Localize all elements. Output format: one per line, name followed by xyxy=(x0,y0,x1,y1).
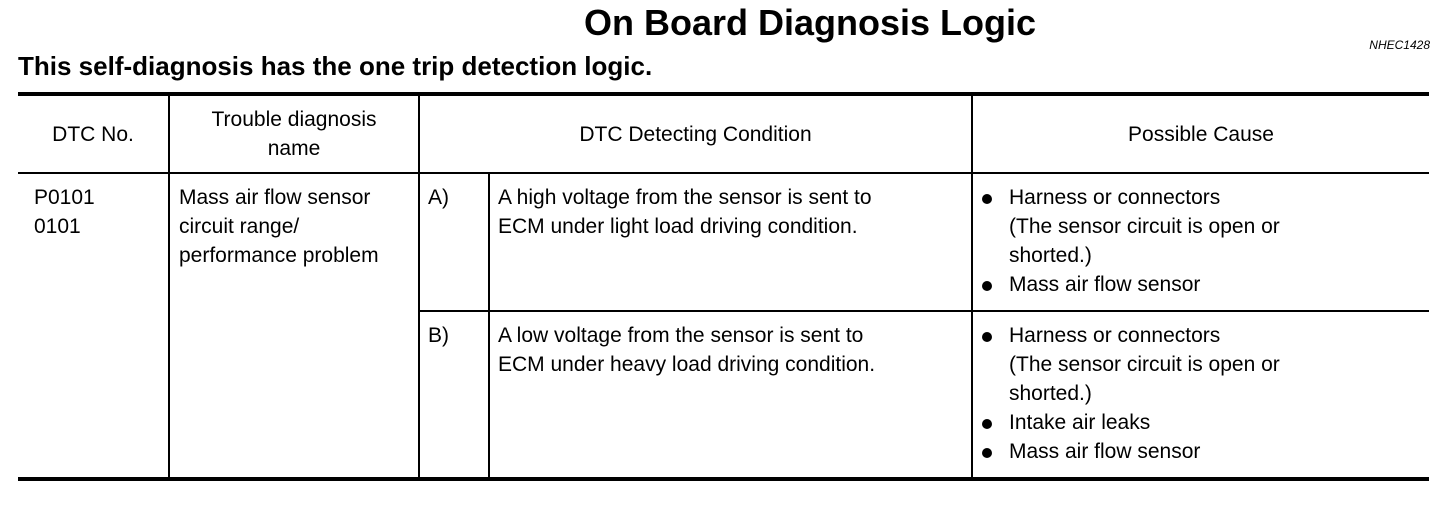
bullet-icon xyxy=(982,194,992,204)
dtc-code: P0101 xyxy=(34,186,95,209)
dtc-table xyxy=(18,92,1429,481)
list-item: Harness or connectors (The sensor circuit is open or shorted.) xyxy=(1009,321,1429,408)
dtc-number-cell xyxy=(18,173,169,479)
table-header-row xyxy=(18,94,1429,173)
col-header-diagnosis-name: Trouble diagnosis name xyxy=(169,94,419,173)
cause-list xyxy=(973,321,1429,466)
diagnosis-name-cell: Mass air flow sensor circuit range/ performance problem xyxy=(169,173,419,479)
bullet-icon xyxy=(982,419,992,429)
table-row xyxy=(18,173,1429,311)
cause-list xyxy=(973,183,1429,299)
list-item: Harness or connectors (The sensor circuit is open or shorted.) xyxy=(1009,183,1429,270)
page-subtitle: This self-diagnosis has the one trip detection logic. xyxy=(18,51,653,81)
condition-label: A) xyxy=(419,173,489,311)
col-header-detecting-condition: DTC Detecting Condition xyxy=(419,94,972,173)
bullet-icon xyxy=(982,281,992,291)
bullet-icon xyxy=(982,448,992,458)
col-header-possible-cause: Possible Cause xyxy=(972,94,1429,173)
possible-cause-cell xyxy=(972,173,1429,311)
document-code: NHEC1428 xyxy=(1369,38,1430,52)
page-title: On Board Diagnosis Logic xyxy=(583,2,1037,43)
list-item: Mass air flow sensor xyxy=(1009,270,1429,299)
list-item: Intake air leaks xyxy=(1009,408,1429,437)
possible-cause-cell xyxy=(972,311,1429,479)
list-item: Mass air flow sensor xyxy=(1009,437,1429,466)
condition-label: B) xyxy=(419,311,489,479)
condition-text: A high voltage from the sensor is sent to ECM under light load driving condition. xyxy=(489,173,972,311)
bullet-icon xyxy=(982,332,992,342)
condition-text: A low voltage from the sensor is sent to ECM under heavy load driving condition. xyxy=(489,311,972,479)
dtc-code-alt: 0101 xyxy=(34,215,81,238)
col-header-dtc-no: DTC No. xyxy=(18,94,169,173)
